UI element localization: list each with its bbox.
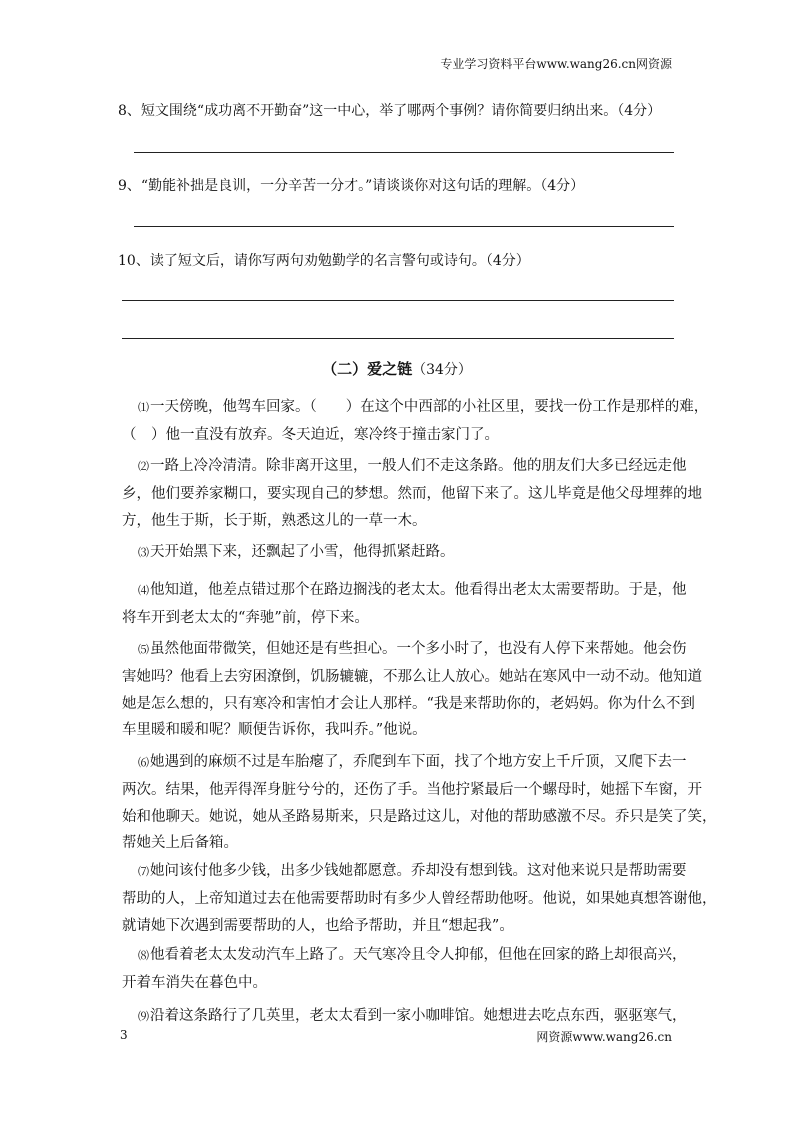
paragraph-line: 帮她关上后备箱。 [122, 835, 238, 852]
paragraph-2 [122, 453, 702, 534]
paragraph-number: ⑶ [138, 546, 149, 559]
footer-site: 网资源www.wang26.cn [536, 1030, 672, 1044]
paragraph-4 [122, 577, 687, 632]
question-9: 9、“勤能补拙是良训，一分辛苦一分才。”请谈谈你对这句话的理解。（4分） [118, 178, 585, 194]
section-title-text: （二）爱之链 [322, 360, 413, 378]
answer-line [134, 152, 674, 153]
paragraph-line: 开着车消失在暮色中。 [122, 974, 267, 991]
paragraph-text: 天开始黑下来，还飘起了小雪，他得抓紧赶路。 [150, 544, 455, 560]
paragraph-text: 虽然他面带微笑，但她还是有些担心。一个多小时了，也没有人停下来帮她。他会伤 [150, 641, 687, 657]
answer-line [122, 338, 674, 339]
paragraph-line [122, 858, 687, 886]
paragraph-line: 始和他聊天。她说，她从圣路易斯来，只是路过这儿，对他的帮助感激不尽。乔只是笑了笑， [122, 808, 717, 825]
question-10: 10、读了短文后，请你写两句劝勉勤学的名言警句或诗句。（4分） [118, 253, 530, 269]
paragraph-line [122, 1003, 687, 1031]
paragraph-number: ⑷ [138, 584, 149, 597]
paragraph-line [122, 577, 687, 605]
answer-line [134, 226, 674, 227]
paragraph-line: （ ）他一直没有放弃。冬天迫近，寒冷终于撞击家门了。 [122, 426, 499, 443]
paragraph-text: 她问该付他多少钱，出多少钱她都愿意。乔却没有想到钱。这对他来说只是帮助需要 [150, 863, 687, 879]
paragraph-line [122, 394, 709, 422]
paragraph-number: ⑴ [138, 401, 149, 414]
paragraph-6 [122, 749, 717, 857]
section-title [0, 358, 794, 379]
paragraph-number: ⑼ [138, 1010, 149, 1023]
paragraph-line [122, 453, 687, 481]
paragraph-text: 沿着这条路行了几英里，老太太看到一家小咖啡馆。她想进去吃点东西，驱驱寒气， [150, 1008, 687, 1024]
paragraph-line [122, 942, 687, 970]
paragraph-text: 一天傍晚，他驾车回家。（ ）在这个中西部的小社区里，要找一份工作是那样的难， [150, 399, 709, 415]
paragraph-text: 他知道，他差点错过那个在路边搁浅的老太太。他看得出老太太需要帮助。于是，他 [150, 582, 687, 598]
paragraph-line: 就请她下次遇到需要帮助的人，也给予帮助，并且“想起我”。 [122, 917, 514, 934]
paragraph-text: 她遇到的麻烦不过是车胎瘪了，乔爬到车下面，找了个地方安上千斤顶，又爬下去一 [150, 754, 687, 770]
paragraph-9 [122, 1003, 687, 1031]
paragraph-line [122, 636, 687, 664]
paragraph-line: 害她吗？他看上去穷困潦倒，饥肠辘辘，不那么让人放心。她站在寒风中一动不动。他知道 [122, 668, 702, 685]
paragraph-line: 方，他生于斯，长于斯，熟悉这儿的一草一木。 [122, 512, 427, 529]
answer-line [122, 300, 674, 301]
question-8: 8、短文围绕“成功离不开勤奋”这一中心，举了哪两个事例？请你简要归纳出来。（4分） [118, 103, 662, 119]
paragraph-7 [122, 858, 717, 939]
paragraph-text: 一路上冷冷清清。除非离开这里，一般人们不走这条路。他的朋友们大多已经远走他 [150, 458, 687, 474]
paragraph-3 [122, 539, 682, 567]
paragraph-1 [122, 394, 709, 449]
paragraph-8 [122, 942, 687, 997]
paragraph-line: 车里暖和暖和呢？顺便告诉你，我叫乔。”他说。 [122, 722, 427, 739]
paragraph-line: 两次。结果，他弄得浑身脏兮兮的，还伤了手。当他拧紧最后一个螺母时，她摇下车窗，开 [122, 781, 702, 798]
paragraph-number: ⑸ [138, 643, 149, 656]
paragraph-number: ⑺ [138, 865, 149, 878]
section-score: （34分） [412, 362, 472, 378]
page-number: 3 [120, 1028, 128, 1042]
paragraph-number: ⑵ [138, 460, 149, 473]
paragraph-line: 帮助的人，上帝知道过去在他需要帮助时有多少人曾经帮助他呀。他说，如果她真想答谢他， [122, 890, 717, 907]
paragraph-line [122, 539, 682, 567]
paragraph-number: ⑻ [138, 949, 149, 962]
paragraph-line [122, 749, 687, 777]
paragraph-line: 她是怎么想的，只有寒冷和害怕才会让人那样。“我是来帮助你的，老妈妈。你为什么不到 [122, 695, 695, 712]
paragraph-line: 将车开到老太太的“奔驰”前，停下来。 [122, 609, 369, 626]
paragraph-5 [122, 636, 702, 744]
paragraph-text: 他看着老太太发动汽车上路了。天气寒冷且令人抑郁，但他在回家的路上却很高兴， [150, 947, 687, 963]
header-site: 专业学习资料平台www.wang26.cn网资源 [440, 57, 672, 71]
paragraph-number: ⑹ [138, 756, 149, 769]
paragraph-line: 乡，他们要养家糊口，要实现自己的梦想。然而，他留下来了。这儿毕竟是他父母埋葬的地 [122, 485, 702, 502]
